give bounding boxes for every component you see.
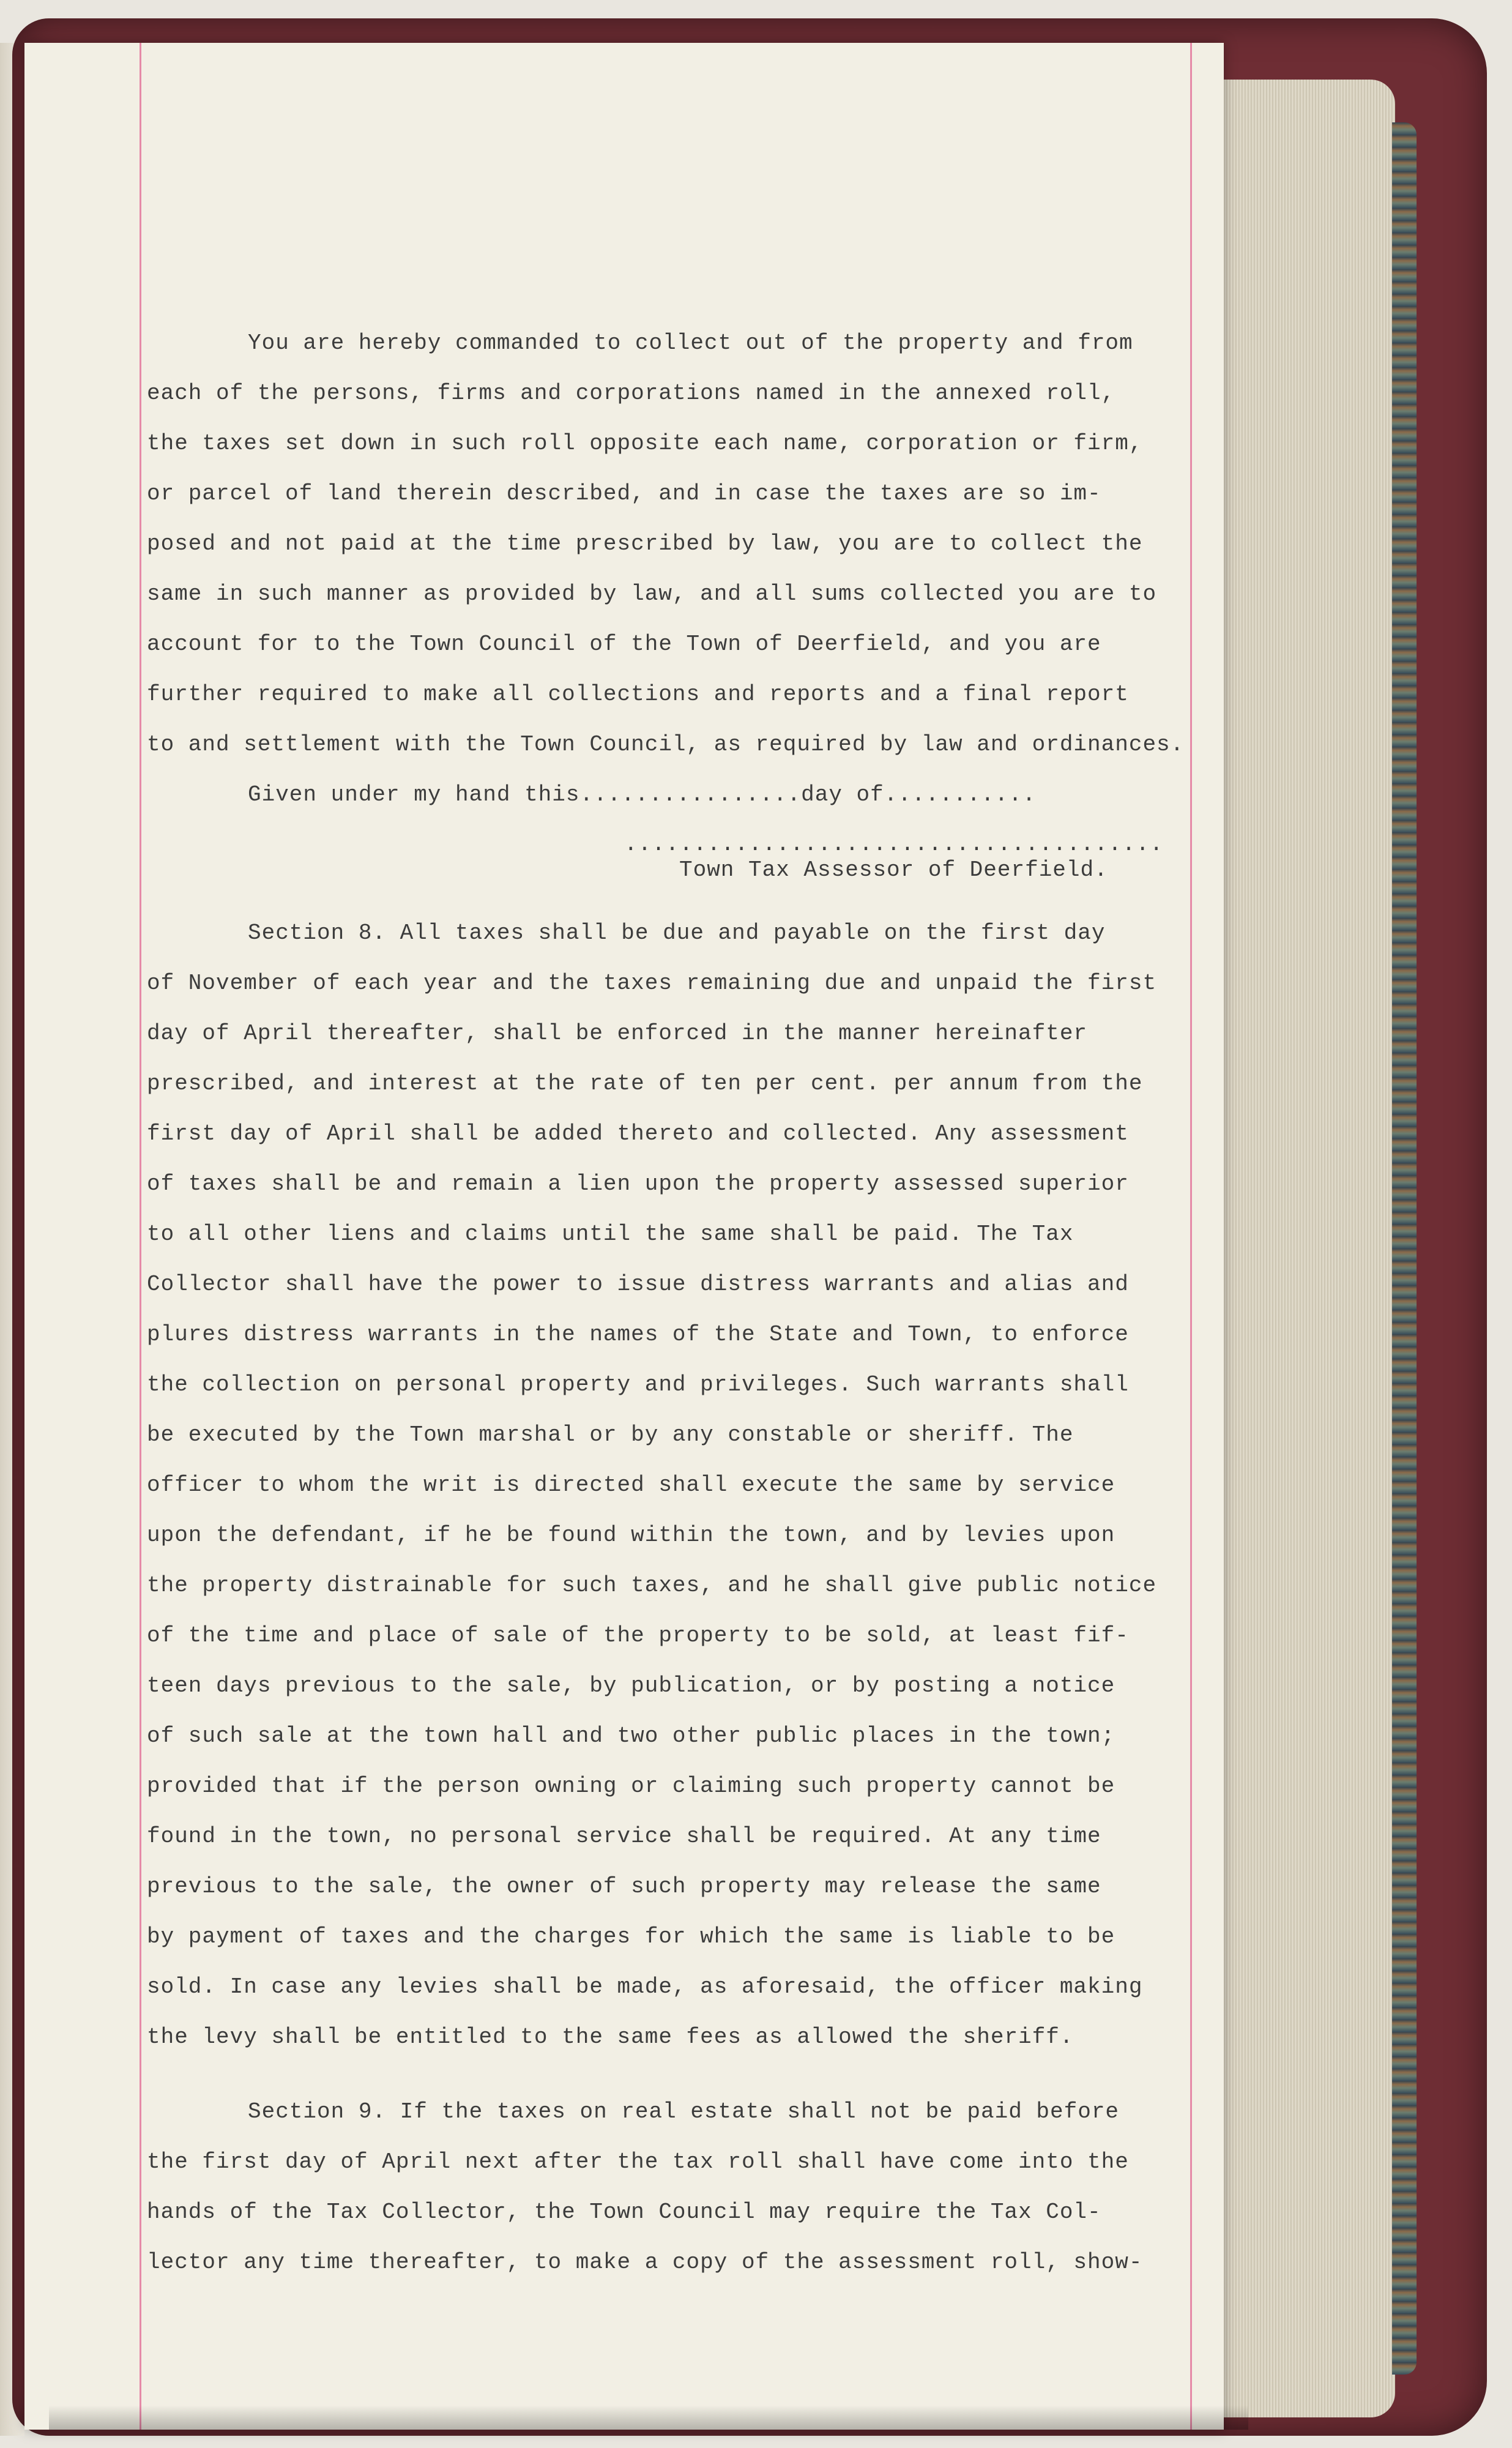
paragraph-line: prescribed, and interest at the rate of ten per cent. per annum from the [147,1071,1143,1096]
paragraph-line: the levy shall be entitled to the same fees as allowed the sheriff. [147,2024,1074,2050]
paragraph-line: or parcel of land therein described, and in case the taxes are so im- [147,481,1101,506]
paragraph-line: plures distress warrants in the names of the State and Town, to enforce [147,1322,1129,1347]
paragraph-line: of taxes shall be and remain a lien upon the property assessed superior [147,1171,1129,1196]
paragraph-line: found in the town, no personal service shall be required. At any time [147,1824,1101,1849]
paragraph-line: by payment of taxes and the charges for which the same is liable to be [147,1924,1115,1949]
paragraph-line: of the time and place of sale of the property to be sold, at least fif- [147,1623,1129,1648]
marbled-edge [1392,122,1417,2375]
signature-line: ....................................... [624,832,1164,857]
paragraph-line: posed and not paid at the time prescribed by law, you are to collect the [147,531,1143,556]
paragraph-line: be executed by the Town marshal or by any constable or sheriff. The [147,1422,1074,1447]
paragraph-line: officer to whom the writ is directed shall execute the same by service [147,1472,1115,1498]
paragraph-line: sold. In case any levies shall be made, as aforesaid, the officer making [147,1974,1143,1999]
paragraph-line: lector any time thereafter, to make a copy of the assessment roll, show- [147,2250,1143,2275]
paragraph-line: same in such manner as provided by law, and all sums collected you are to [147,581,1157,606]
paragraph-line: to and settlement with the Town Council, as required by law and ordinances. [147,732,1185,757]
section-9-heading-line: Section 9. If the taxes on real estate shall not be paid before [248,2099,1120,2124]
paragraph-line: to all other liens and claims until the same shall be paid. The Tax [147,1222,1074,1247]
paragraph-line: the taxes set down in such roll opposite each name, corporation or firm, [147,431,1143,456]
left-margin-line [140,43,141,2430]
paragraph-line: of such sale at the town hall and two other public places in the town; [147,1723,1115,1748]
paragraph-line: the first day of April next after the tax roll shall have come into the [147,2149,1129,2174]
paragraph-line: the collection on personal property and privileges. Such warrants shall [147,1372,1129,1397]
paragraph-line: Collector shall have the power to issue distress warrants and alias and [147,1272,1129,1297]
typed-text [147,318,1242,2288]
ledger-page [24,43,1224,2430]
paragraph-line: each of the persons, firms and corporations named in the annexed roll, [147,381,1115,406]
paragraph-line: of November of each year and the taxes remaining due and unpaid the first [147,971,1157,996]
paragraph-line: further required to make all collections and reports and a final report [147,682,1129,707]
paragraph-line: hands of the Tax Collector, the Town Council may require the Tax Col- [147,2200,1101,2225]
paragraph-line: You are hereby commanded to collect out of the property and from [248,330,1133,356]
paragraph-line: provided that if the person owning or claiming such property cannot be [147,1774,1115,1799]
paragraph-line: teen days previous to the sale, by publication, or by posting a notice [147,1673,1115,1698]
paragraph-line: previous to the sale, the owner of such property may release the same [147,1874,1101,1899]
paragraph-line: day of April thereafter, shall be enforced in the manner hereinafter [147,1021,1088,1046]
paragraph-line: upon the defendant, if he be found within the town, and by levies upon [147,1523,1115,1548]
paragraph-line: account for to the Town Council of the Town of Deerfield, and you are [147,632,1101,657]
given-under-hand-line: Given under my hand this................day of........... [248,782,1037,807]
signature-title: Town Tax Assessor of Deerfield. [679,857,1108,883]
paragraph-line: first day of April shall be added thereto and collected. Any assessment [147,1121,1129,1146]
section-8-heading-line: Section 8. All taxes shall be due and payable on the first day [248,920,1106,946]
paragraph-line: the property distrainable for such taxes, and he shall give public notice [147,1573,1157,1598]
page-bottom-shadow [49,2405,1248,2430]
page-stack-edge [1218,80,1395,2417]
